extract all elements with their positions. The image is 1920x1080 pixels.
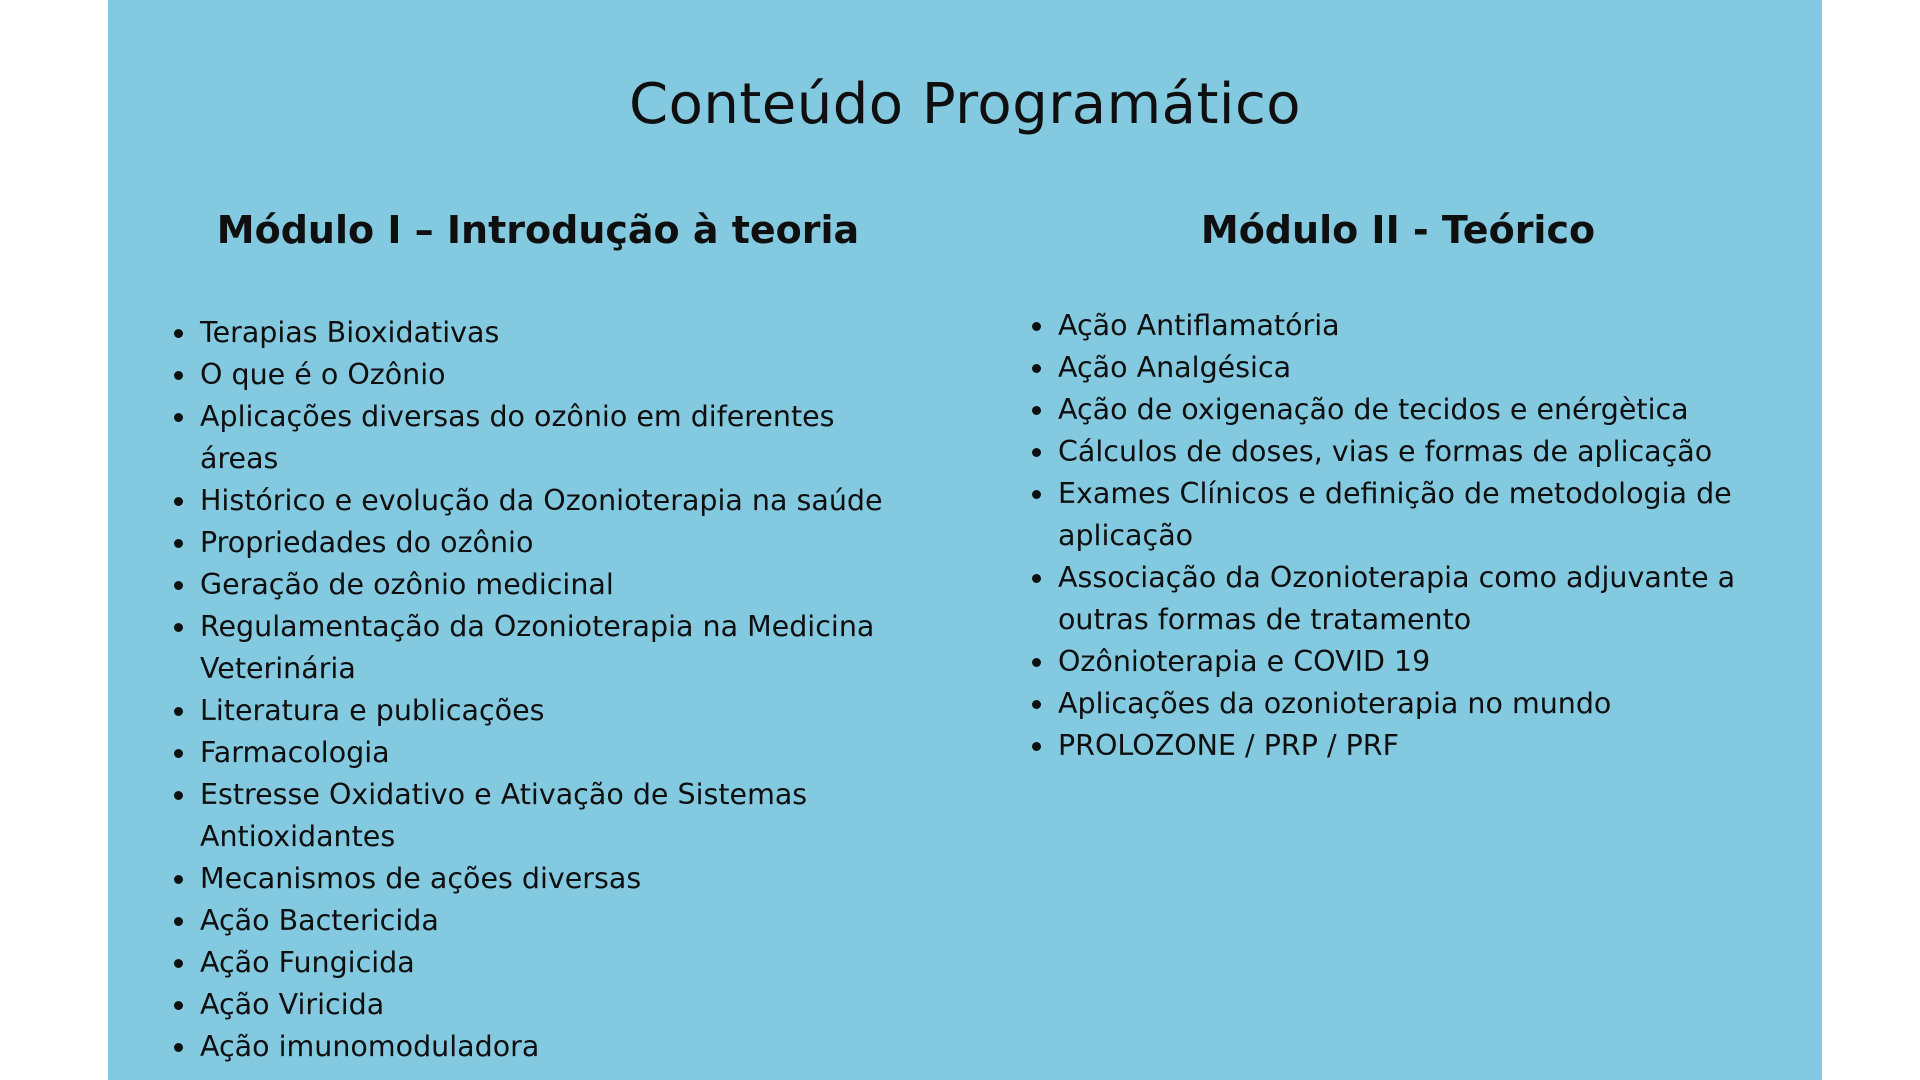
topic-list-item: Ação Viricida bbox=[170, 984, 910, 1026]
topic-list-item: Aplicações da ozonioterapia no mundo bbox=[1028, 683, 1798, 725]
topic-list-item: Ação Fungicida bbox=[170, 942, 910, 984]
module-2-topic-list bbox=[1028, 305, 1798, 767]
topic-list-item: Aplicações diversas do ozônio em diferentes áreas bbox=[170, 396, 910, 480]
topic-list-item: Cálculos de doses, vias e formas de aplicação bbox=[1028, 431, 1798, 473]
topic-list-item: PROLOZONE / PRP / PRF bbox=[1028, 725, 1798, 767]
topic-list-item: Propriedades do ozônio bbox=[170, 522, 910, 564]
topic-list-item: Associação da Ozonioterapia como adjuvante a outras formas de tratamento bbox=[1028, 557, 1798, 641]
topic-list-item: Regulamentação da Ozonioterapia na Medicina Veterinária bbox=[170, 606, 910, 690]
topic-list-item: Geração de ozônio medicinal bbox=[170, 564, 910, 606]
topic-list-item: Ação Analgésica bbox=[1028, 347, 1798, 389]
topic-list-item: Mecanismos de ações diversas bbox=[170, 858, 910, 900]
content-panel bbox=[108, 0, 1822, 1080]
topic-list-item: Farmacologia bbox=[170, 732, 910, 774]
page-title: Conteúdo Programático bbox=[628, 72, 1302, 137]
topic-list-item: Exames Clínicos e definição de metodologia de aplicação bbox=[1028, 473, 1798, 557]
module-1-heading: Módulo I – Introdução à teoria bbox=[216, 208, 860, 252]
topic-list-item: O que é o Ozônio bbox=[170, 354, 910, 396]
topic-list-item: Ação Bactericida bbox=[170, 900, 910, 942]
topic-list-item: Ação Antiflamatória bbox=[1028, 305, 1798, 347]
module-2-heading: Módulo II - Teórico bbox=[1200, 208, 1596, 252]
module-1-topic-list bbox=[170, 312, 910, 1068]
topic-list-item: Estresse Oxidativo e Ativação de Sistemas Antioxidantes bbox=[170, 774, 910, 858]
topic-list-item: Ozônioterapia e COVID 19 bbox=[1028, 641, 1798, 683]
topic-list-item: Ação imunomoduladora bbox=[170, 1026, 910, 1068]
topic-list-item: Ação de oxigenação de tecidos e enérgètica bbox=[1028, 389, 1798, 431]
topic-list-item: Terapias Bioxidativas bbox=[170, 312, 910, 354]
topic-list-item: Literatura e publicações bbox=[170, 690, 910, 732]
topic-list-item: Histórico e evolução da Ozonioterapia na saúde bbox=[170, 480, 910, 522]
